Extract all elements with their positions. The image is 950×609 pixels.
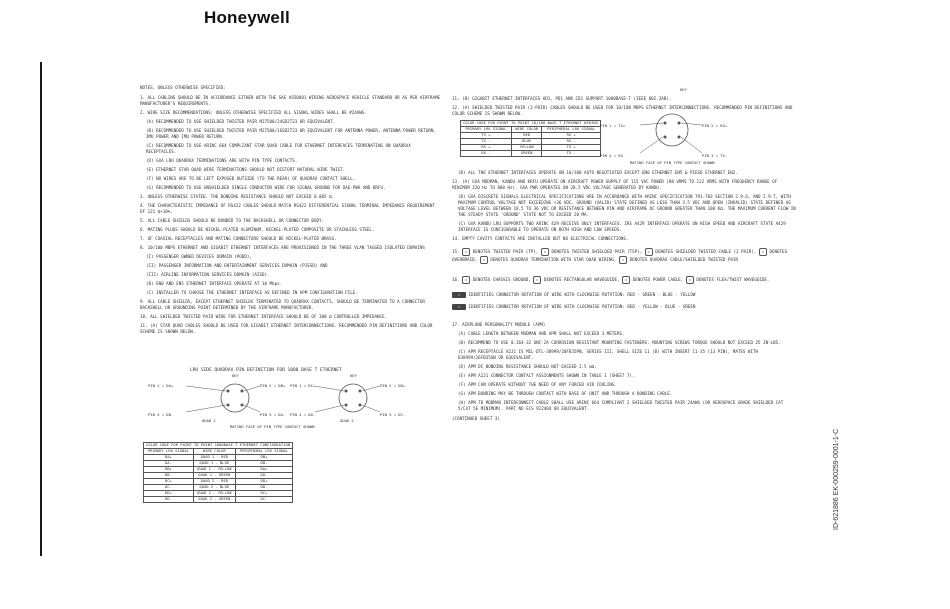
note-item: (F) NO WIRES ARE TO BE LEFT EXPOSED OUTSIDE (TO THE REAR) OF QUADRAX CONTACT SHELL. <box>146 176 356 181</box>
quad1-pin2: PIN 2 = DB+ <box>260 383 286 388</box>
legend-16 <box>452 276 797 284</box>
note-item: (B) RECOMMENDED TO USE SHIELDED TWISTED PAIR M27500/16SD2T23 OR EQUIVALENT FOR ANTENNA POWER, ANTENNA POWER RETURN, IMU POWER AND IMU POWER RETURN. <box>146 128 436 139</box>
table-cell: DC+ <box>144 479 194 485</box>
quad1-pin1: PIN 1 = DA+ <box>148 383 174 388</box>
pin-table <box>143 442 293 503</box>
note-item: (C) INSTALLER TO CHOOSE THE ETHERNET INTERFACE AS DEFINED IN APM CONFIGURATION FILE. <box>146 290 358 295</box>
quad2-pin3: PIN 3 = DC- <box>380 412 406 417</box>
wiring-symbol-icon: ≈ <box>462 276 470 284</box>
table-cell: QUAD 2 - GREEN <box>193 497 235 503</box>
note-item: (II) PASSENGER INFORMATION AND ENTERTAINMENT SERVICES DOMAIN (PIESD) AND <box>146 263 328 268</box>
legend-text: DENOTES TWISTED SHIELDED PAIR (TSP), <box>551 249 643 254</box>
note-item: (B) RECOMMEND TO USE 0.164-32 UNC-2A CORROSION RESISTANT MOUNTING FASTENERS. MOUNTING SCREWS TORQUE SHOULD NOT EXCEED 25 IN-LBS. <box>458 340 781 345</box>
legend-text: DENOTES QUADRAX TERMINATION WITH STAR QUAD WIRING, <box>490 257 617 262</box>
table-cell: QUAD 1 - YELLOW <box>193 467 235 473</box>
table-cell: DB- <box>235 461 292 467</box>
note-item: (D) GXA LRU QUADRAX TERMINATIONS ARE WITH PIN TYPE CONTACTS. <box>146 158 298 163</box>
tp-pin2: PIN 2 = RX+ <box>702 123 728 128</box>
note-item: 3. UNLESS OTHERWISE STATED, THE BONDING RESISTANCE SHOULD NOT EXCEED 0.005 Ω. <box>140 194 335 199</box>
quad1-connector <box>186 384 260 412</box>
quad2-connector <box>315 384 380 412</box>
note-item: 14. EMPTY CAVITY CONTACTS ARE INSTALLED BUT NO ELECTRICAL CONNECTIONS. <box>452 236 629 241</box>
note-item: (F) APM CAN OPERATE WITHOUT THE NEED OF ANY FORCED AIR COOLING. <box>458 382 617 387</box>
quad2-label: QUAD 2 <box>340 418 354 423</box>
note-item: 10. ALL SHIELDED TWISTED PAIR WIRE FOR ETHERNET INTERFACE SHOULD BE OF 100 Ω CONTROLLED IMPEDANCE. <box>140 314 388 319</box>
table-cell: QUAD 2 - BLUE <box>193 485 235 491</box>
table-row <box>144 497 293 503</box>
wiring-symbol-icon: ≈ <box>462 248 470 256</box>
table-cell: TX + <box>542 145 600 151</box>
note-item: (C) APM RECEPTACLE A2J1 IS MIL-DTL-38999/20FB35PN, SERIES III, SHELL SIZE 11 (B) WITH INSERT 11-35 (13 PIN), MATES WITH D38999/26FB35SN OR EQUIVALENT. <box>458 349 759 360</box>
symbol-legend <box>452 248 797 422</box>
table-cell: TX + <box>461 133 512 139</box>
quad2-pin4: PIN 4 = DD- <box>290 412 316 417</box>
figure-caption: MATING FACE OF PIN TYPE CONTACT SHOWN <box>230 424 315 429</box>
note-item: 8. 10/100 MBPS ETHERNET AND GIGABIT ETHERNET INTERFACES ARE PROVISIONED IN THE THREE VLAN TAGGED ISOLATED DOMAINS <box>140 245 425 250</box>
note-item: (B) GXA DISCRETE SIGNALS ELECTRICAL SPECIFICATIONS ARE IN ACCORDANCE WITH ARINC SPECIFICATION 791-703 SECTION 2.9.6, AND 2.9.7, WITH MAXIMUM CONTROL VOLTAGE NOT EXCEEDING +36 VDC, GROUND (VALID) STATE DEFINED AS LESS THAN 3.5 VDC AND OPEN (INVALID) STATE DEFINED AS VOLTAGE LEVEL BETWEEN 18.5 TO 36 VDC OR RESISTANCE BETWEEN PIN AND AIRFRAME DC GROUND GREATER THAN 100 KΩ. THE MAXIMUM CURRENT FLOW IN THE STEADY STATE 'GROUND' STATE NOT TO EXCEED 20 MA. <box>458 194 796 217</box>
wiring-symbol-icon: ≈ <box>533 276 541 284</box>
document-id <box>823 400 840 530</box>
table-title: COLOR CODE FOR POINT TO POINT 1000BASE T ETHERNET CONFIGURATION <box>144 443 293 449</box>
quad1-key: KEY <box>232 373 239 378</box>
notes-left-column <box>140 85 440 338</box>
note-item: 6. MATING PLUGS SHOULD BE NICKEL-PLATED ALUMINUM, NICKEL-PLATED COMPOSITE OR STAINLESS STEEL. <box>140 227 375 232</box>
table-cell: DB+ <box>144 467 194 473</box>
table-cell: DA- <box>144 461 194 467</box>
note-item: 9. ALL CABLE SHIELDS, EXCEPT ETHERNET SHIELDS TERMINATED TO QUADRAX CONTACTS, SHOULD BE TERMINATED TO A CONNECTOR BACKSHELL OR GROUNDING POINT DETERMINED BY THE AIRFRAME MANUFACTURER. <box>140 299 425 310</box>
quad2-key: KEY <box>350 373 357 378</box>
note-item: (C) GXA KANDU LRU SUPPORTS TWO ARINC 429 RECEIVE ONLY INTERFACES. IRS A429 INTERFACE OPERATE ON HIGH SPEED AND AIRCRAFT STATE A429 INTERFACE IS CONFIGURABLE TO OPERATE ON BOTH HIGH AND LOW SPEEDS. <box>458 221 786 232</box>
note-item: (G) APM BONDING MAY BE THROUGH CONTACT WITH BASE OF UNIT AND THROUGH A BONDING CABLE. <box>458 391 673 396</box>
note-item: 17. AIRPLANE PERSONALITY MODULE (APM) <box>452 322 546 327</box>
note-item: (G) RECOMMENDED TO USE UNSHIELDED SINGLE CONDUCTOR WIRE FOR SIGNAL GROUND FOR OAE-PWA AND KRFU. <box>146 185 386 190</box>
table-cell: TX - <box>461 139 512 145</box>
color-code-table-1000base <box>143 442 293 503</box>
table-cell: DD- <box>144 497 194 503</box>
rotation-2: IDENTIFIES CONNECTOR ROTATION OF WIRE WITH CLOCKWISE ROTATION: RED - YELLOW - BLUE - GREEN <box>468 304 696 309</box>
table-cell: RX + <box>461 145 512 151</box>
note-item: (B) EN0 AND EN5 ETHERNET INTERFACE OPERATE AT 10 Mbps. <box>146 281 283 286</box>
legend-text: DENOTES POWER CABLE, <box>632 277 684 282</box>
note-item: 4. THE CHARACTERISTIC IMPEDANCE OF RS422 CABLES SHOULD MATCH RS422 DIFFERENTIAL SIGNAL TERMINAL IMPEDANCE REQUIREMENT OF 121 Ω+10%. <box>140 203 435 214</box>
note-item: 13. (A) GXA MODMAN, KANDU AND KRFU OPERATE ON AIRCRAFT POWER SUPPLY OF 115 VAC POWER (88 VRMS TO 122 VRMS WITH FREQUENCY RANGE OF MINIMUM 320 Hz TO 800 Hz). GXA PWR OPERATES ON 28.5 VDC VOLTAGE GENERATED BY KANDU. <box>452 179 778 190</box>
table-cell: QUAD 1 - GREEN <box>193 473 235 479</box>
legend-text: DENOTES RECTANGULAR WAVEGUIDE, <box>543 277 620 282</box>
table-cell: DC- <box>144 485 194 491</box>
table-header-cell: PRIMARY LRU SIGNAL <box>144 449 194 455</box>
figure-title: LRU SIDE QUADRAX PIN DEFINITION FOR 1000 BASE T ETHERNET <box>190 368 342 373</box>
color-code-table-10-100 <box>460 120 601 157</box>
table-cell: RX + <box>542 133 600 139</box>
table-cell: BLUE <box>511 139 542 145</box>
legend-text: DENOTES QUADRAX CABLE/SHIELDED TWISTED PAIR <box>629 257 739 262</box>
table-cell: DD- <box>235 485 292 491</box>
table-header-cell: WIRE COLOR <box>511 127 542 133</box>
quad1-pin3: PIN 3 = DA- <box>260 412 286 417</box>
tp-key: KEY <box>680 87 687 92</box>
table-cell: QUAD 1 - RED <box>193 455 235 461</box>
table-cell: TX - <box>542 151 600 157</box>
note-item: 1. ALL CABLING SHOULD BE IN ACCORDANCE EITHER WITH THE SAE AS50881 WIRING AEROSPACE VEHICLE STANDARD OR AS PER AIRFRAME MANUFACTURER'S REQUIREMENTS. <box>140 95 441 106</box>
note-item: 11. (B) GIGABIT ETHERNET INTERFACES AD1, PD1 AND CD1 SUPPORT 1000BASE-T (IEEE 802.3AB). <box>452 96 672 101</box>
table-cell: QUAD 1 - BLUE <box>193 461 235 467</box>
quad2-pin1: PIN 1 = DC+ <box>290 383 316 388</box>
margin-rule <box>40 62 42 556</box>
note-item: 11. (A) STAR QUAD CABLES SHOULD BE USED FOR GIGABIT ETHERNET INTERCONNECTIONS. RECOMMENDED PIN DEFINITIONS AND COLOR SCHEME IS SHOWN BELOW. <box>140 323 433 334</box>
table-cell: DD+ <box>235 479 292 485</box>
tp-caption: MATING FACE OF PIN TYPE CONTACT SHOWN <box>630 160 715 165</box>
legend-text: 16. <box>452 277 460 282</box>
table-cell: DA- <box>235 473 292 479</box>
legend-text: DENOTES CHASSIS GROUND, <box>472 277 531 282</box>
note-item: 12. (A) SHIELDED TWISTED PAIR (2-PAIR) CABLES SHOULD BE USED FOR 10/100 MBPS ETHERNET INTERCONNECTIONS. RECOMMENDED PIN DEFINITIONS AND COLOR SCHEME IS SHOWN BELOW. <box>452 105 793 116</box>
table-cell: RED <box>511 133 542 139</box>
table-cell: QUAD 2 - YELLOW <box>193 491 235 497</box>
note-item: (H) APM TO MODMAN INTERCONNECT CABLE SHALL USE ARINC 664 COMPLIANT 2 SHIELDED TWISTED PAIR 24AWG (OR AEROSPACE GRADE SHIELDED CAT 5/CAT 5E MINIMUM). PART NO ECS 922404 OR EQUIVALENT. <box>458 400 784 411</box>
honeywell-logo: Honeywell <box>204 8 290 27</box>
rotation-arrow-icon: ⇒ <box>452 304 466 310</box>
legend-text: DENOTES OVERBRAID, <box>452 249 788 262</box>
table-cell: DD+ <box>144 491 194 497</box>
table-cell: RX - <box>542 139 600 145</box>
small-pin-table <box>460 120 601 157</box>
legend-text: DENOTES FLEX/TWIST WAVEGUIDE. <box>696 277 770 282</box>
notes-list-left <box>140 95 440 335</box>
wiring-symbol-icon: ≈ <box>686 276 694 284</box>
notes-title: NOTES, UNLESS OTHERWISE SPECIFIED: <box>140 85 226 90</box>
note-item: (D) APM DC BONDING RESISTANCE SHOULD NOT EXCEED 2.5 mΩ. <box>458 364 597 369</box>
ethernet-pin-figure <box>600 85 770 165</box>
quad1-label: QUAD 1 <box>202 418 216 423</box>
quad2-pin2: PIN 2 = DD+ <box>380 383 406 388</box>
table-cell: DA+ <box>235 467 292 473</box>
continued-note: (CONTINUED SHEET 3) <box>452 416 500 421</box>
note-item: 2. WIRE SIZE RECOMMENDATIONS: UNLESS OTHERWISE SPECIFIED ALL SIGNAL WIRES SHALL BE #24AWG. <box>140 110 367 115</box>
wiring-symbol-icon: ≈ <box>759 248 767 256</box>
note-item: (A) RECOMMENDED TO USE SHIELDED TWISTED PAIR M27500/24SD2T23 OR EQUIVALENT. <box>146 119 336 124</box>
table-cell: QUAD 2 - RED <box>193 479 235 485</box>
table-row <box>461 151 601 157</box>
tp-pin4: PIN 4 = RX- <box>600 153 626 158</box>
table-cell: DB+ <box>235 455 292 461</box>
table-cell: GREEN <box>511 151 542 157</box>
table-header-cell: PERIPHERAL LRU SIGNAL <box>542 127 600 133</box>
table-cell: YELLOW <box>511 145 542 151</box>
tp-pin3: PIN 3 = TX- <box>702 153 728 158</box>
note-item: 7. OF COAXIAL RECEPTACLES AND MATING CONNECTORS SHOULD BE NICKEL-PLATED BRASS. <box>140 236 337 241</box>
wiring-symbol-icon: ≈ <box>480 256 488 264</box>
table-header-cell: PRIMARY LRU SIGNAL <box>461 127 512 133</box>
notes-right-mid <box>452 170 797 245</box>
table-cell: DA+ <box>144 455 194 461</box>
wiring-symbol-icon: ≈ <box>541 248 549 256</box>
note-item: (C) RECOMMENDED TO USE ARINC 664 COMPLIANT STAR QUAD CABLE FOR ETHERNET INTERFACES TERMINATING ON QUADRAX RECEPTACLES. <box>146 143 411 154</box>
note-item: (E) APM A2J1 CONNECTOR CONTACT ASSIGNMENTS SHOWN IN TABLE 1 (SHEET 7). <box>458 373 635 378</box>
table-cell: DC- <box>235 497 292 503</box>
note-item: (E) ETHERNET STAR QUAD WIRE TERMINATIONS SHOULD NOT DISTORT NATURAL WIRE TWIST. <box>146 167 346 172</box>
legend-text: DENOTES TWISTED PAIR (TP), <box>472 249 539 254</box>
tp-pin1: PIN 1 = TX+ <box>600 123 626 128</box>
note-item: (A) CABLE LENGTH BETWEEN MODMAN AND APM SHALL NOT EXCEED 3 METERS. <box>458 331 625 336</box>
note-item: 5. ALL CABLE SHIELDS SHOULD BE BONDED TO THE BACKSHELL OR CONNECTOR BODY. <box>140 218 325 223</box>
tp-connector-svg <box>610 85 770 165</box>
notes-list-right-mid <box>452 170 797 242</box>
note-item: (I) PASSENGER OWNED DEVICES DOMAIN (PODD), <box>146 254 252 259</box>
legend-text: DENOTES SHIELDED TWISTED CABLE (2 PAIR), <box>655 249 757 254</box>
small-table-title: COLOR CODE FOR POINT TO POINT 10/100 BASE T ETHERNET WIRING <box>461 121 601 127</box>
table-header-cell: PERIPHERAL LRU SIGNAL <box>235 449 292 455</box>
note-item: (III) AIRLINE INFORMATION SERVICES DOMAIN (AISD). <box>146 272 270 277</box>
table-cell: RX - <box>461 151 512 157</box>
table-cell: DB- <box>144 473 194 479</box>
note-item: (B) ALL THE ETHERNET INTERFACES OPERATE ON 10/100 AUTO NEGOTIATED EXCEPT EN0 ETHERNET EN5 & PIESD ETHERNET EN2. <box>458 170 738 175</box>
legend-15 <box>452 248 797 264</box>
wiring-symbol-icon: ≈ <box>619 256 627 264</box>
quadrax-figure <box>140 368 440 438</box>
table-header-cell: WIRE COLOR <box>193 449 235 455</box>
rotation-arrow-icon: ⇒ <box>452 292 466 298</box>
wiring-symbol-icon: ≈ <box>622 276 630 284</box>
table-cell: DC+ <box>235 491 292 497</box>
rotation-1: IDENTIFIES CONNECTOR ROTATION OF WIRE WITH CLOCKWISE ROTATION: RED - GREEN - BLUE - YELLOW <box>468 292 696 297</box>
legend-text: 15. <box>452 249 460 254</box>
notes-list-right-bottom <box>452 322 797 412</box>
quad1-pin4: PIN 4 = DB- <box>148 412 174 417</box>
document-id-text: ID-621886 EK-000259-0001-1-C <box>833 428 840 530</box>
wiring-symbol-icon: ≈ <box>645 248 653 256</box>
